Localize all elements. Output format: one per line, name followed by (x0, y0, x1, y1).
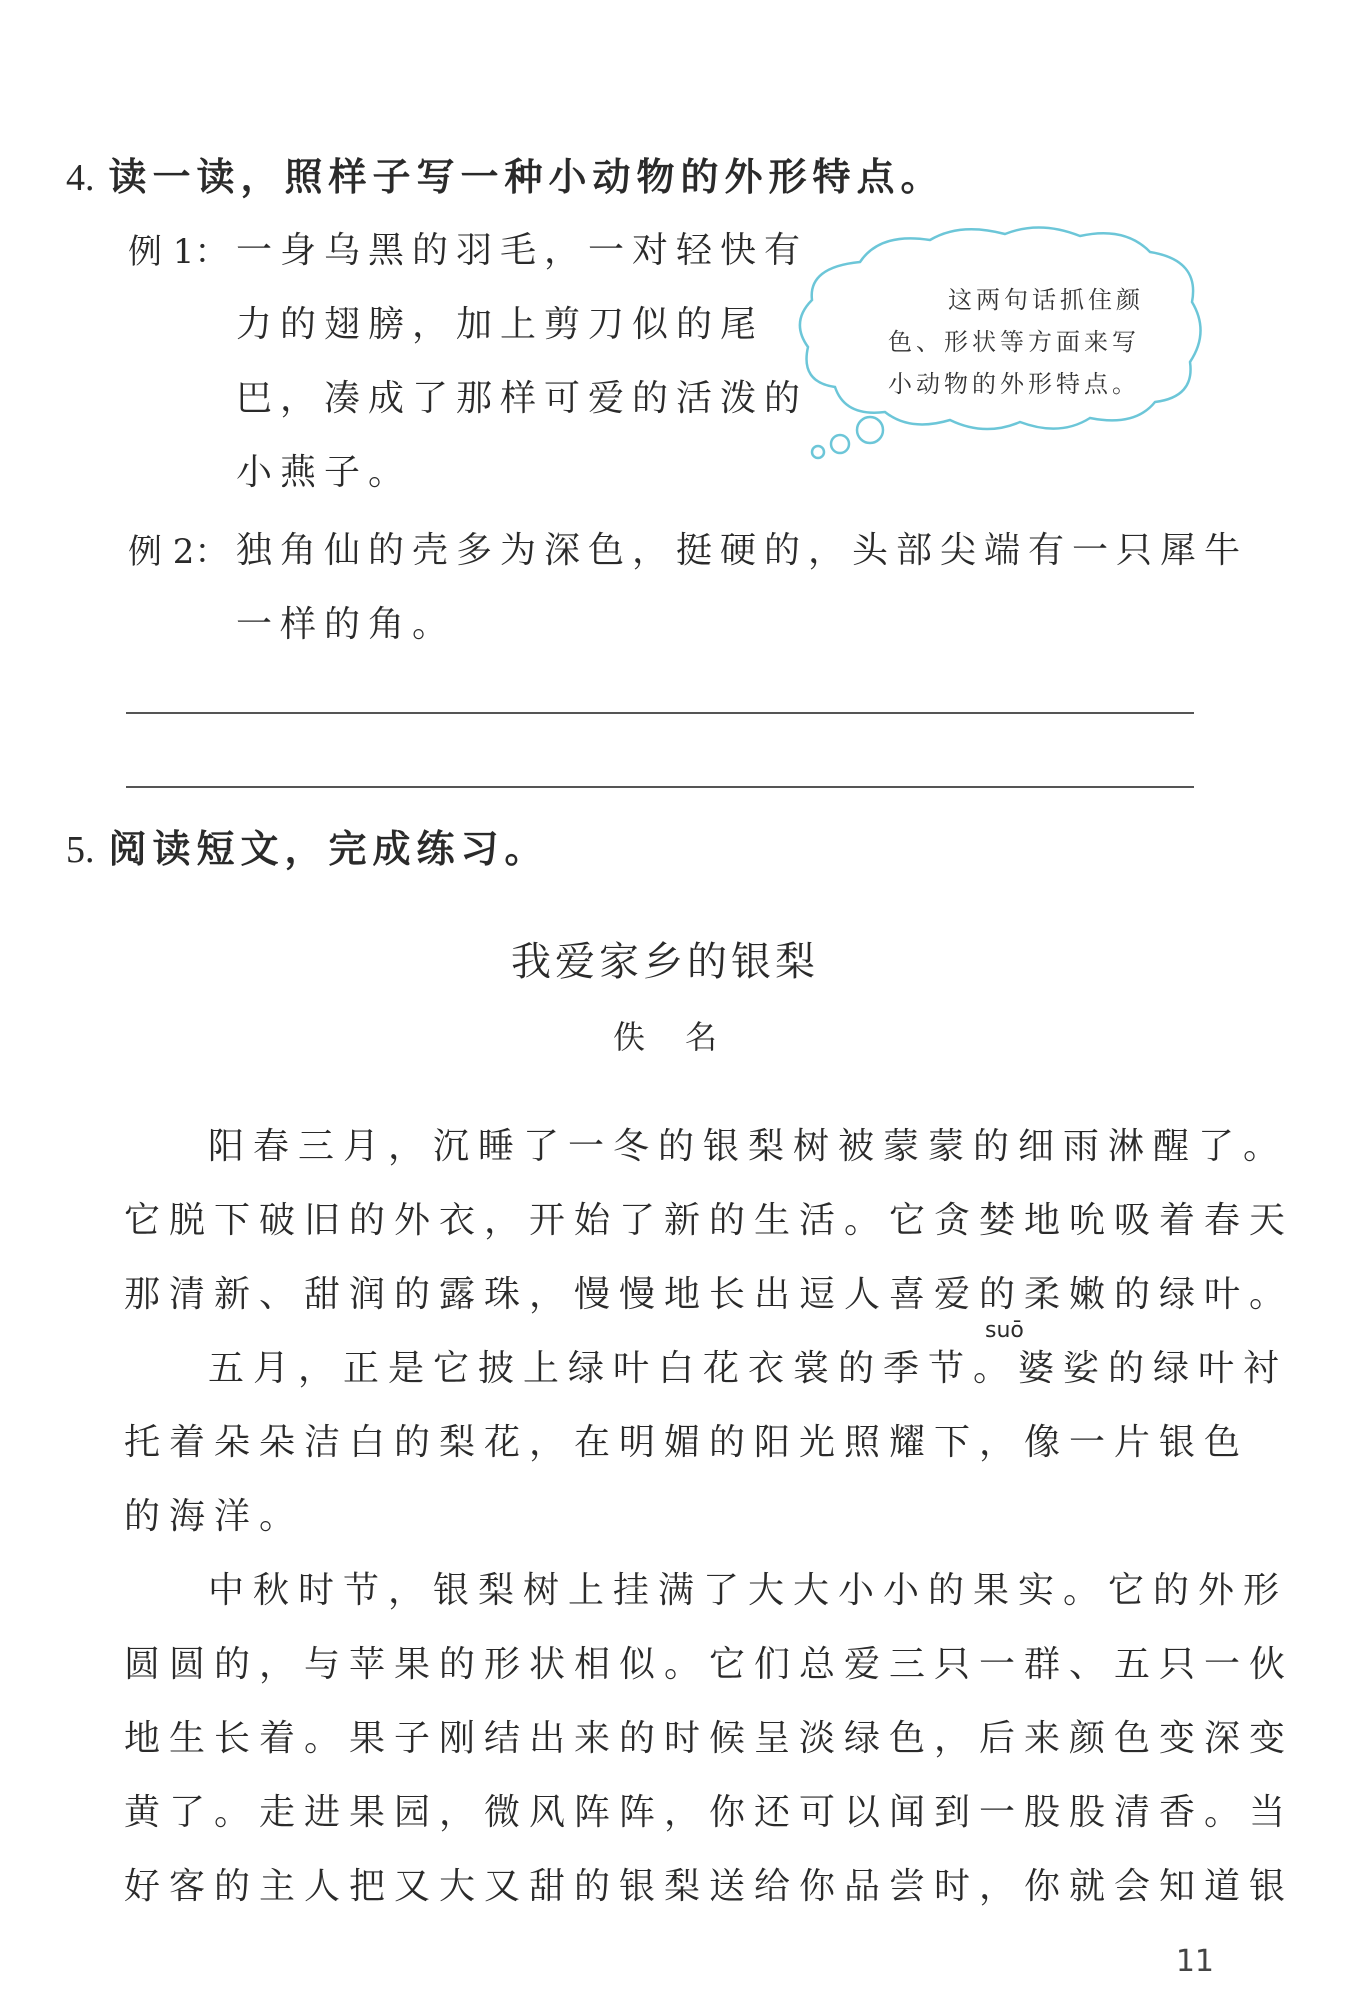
article-line: 它脱下破旧的外衣，开始了新的生活。它贪婪地吮吸着春天 (124, 1200, 1295, 1241)
answer-line[interactable] (126, 712, 1194, 714)
article-line: 地生长着。果子刚结出来的时候呈淡绿色，后来颜色变深变 (124, 1718, 1295, 1759)
article-line: 五月，正是它披上绿叶白花衣裳的季节。婆娑的绿叶衬 (208, 1348, 1289, 1389)
example-1-line: 力的翅膀，加上剪刀似的尾 (236, 304, 765, 345)
tip-line: 小动物的外形特点。 (888, 370, 1140, 398)
article-title: 我爱家乡的银梨 (511, 939, 819, 985)
question-text: 读一读，照样子写一种小动物的外形特点。 (108, 155, 945, 199)
example-1-line: 巴，凑成了那样可爱的活泼的 (236, 378, 809, 419)
article-line: 好客的主人把又大又甜的银梨送给你品尝时，你就会知道银 (124, 1866, 1295, 1907)
pinyin-annotation: suō (985, 1318, 1024, 1343)
article-line: 的海洋。 (124, 1496, 305, 1537)
article-line: 圆圆的，与苹果的形状相似。它们总爱三只一群、五只一伙 (124, 1644, 1295, 1685)
question-4-heading (66, 146, 945, 201)
page-number: 11 (1175, 1944, 1214, 1979)
article-line: 黄了。走进果园，微风阵阵，你还可以闻到一股股清香。当 (124, 1792, 1295, 1833)
article-line: 中秋时节，银梨树上挂满了大大小小的果实。它的外形 (208, 1570, 1289, 1611)
question-text: 阅读短文，完成练习。 (108, 827, 549, 871)
example-2-line: 一样的角。 (236, 604, 457, 645)
example-1-label: 例 1： (128, 232, 229, 272)
article-author: 佚名 (612, 1018, 757, 1056)
example-2-label: 例 2： (128, 532, 229, 572)
example-2-line: 独角仙的壳多为深色，挺硬的，头部尖端有一只犀牛 (236, 530, 1249, 571)
example-1-line: 小燕子。 (236, 452, 413, 493)
question-5-heading (66, 818, 549, 873)
answer-line[interactable] (126, 786, 1194, 788)
tip-line: 色、形状等方面来写 (888, 328, 1140, 356)
question-number: 5. (66, 829, 95, 871)
question-number: 4. (66, 157, 95, 199)
tip-line: 这两句话抓住颜 (948, 286, 1144, 314)
example-1-line: 一身乌黑的羽毛，一对轻快有 (236, 230, 809, 271)
article-line: 阳春三月，沉睡了一冬的银梨树被蒙蒙的细雨淋醒了。 (208, 1126, 1289, 1167)
article-line: 托着朵朵洁白的梨花，在明媚的阳光照耀下，像一片银色 (124, 1422, 1250, 1463)
article-line: 那清新、甜润的露珠，慢慢地长出逗人喜爱的柔嫩的绿叶。 (124, 1274, 1295, 1315)
